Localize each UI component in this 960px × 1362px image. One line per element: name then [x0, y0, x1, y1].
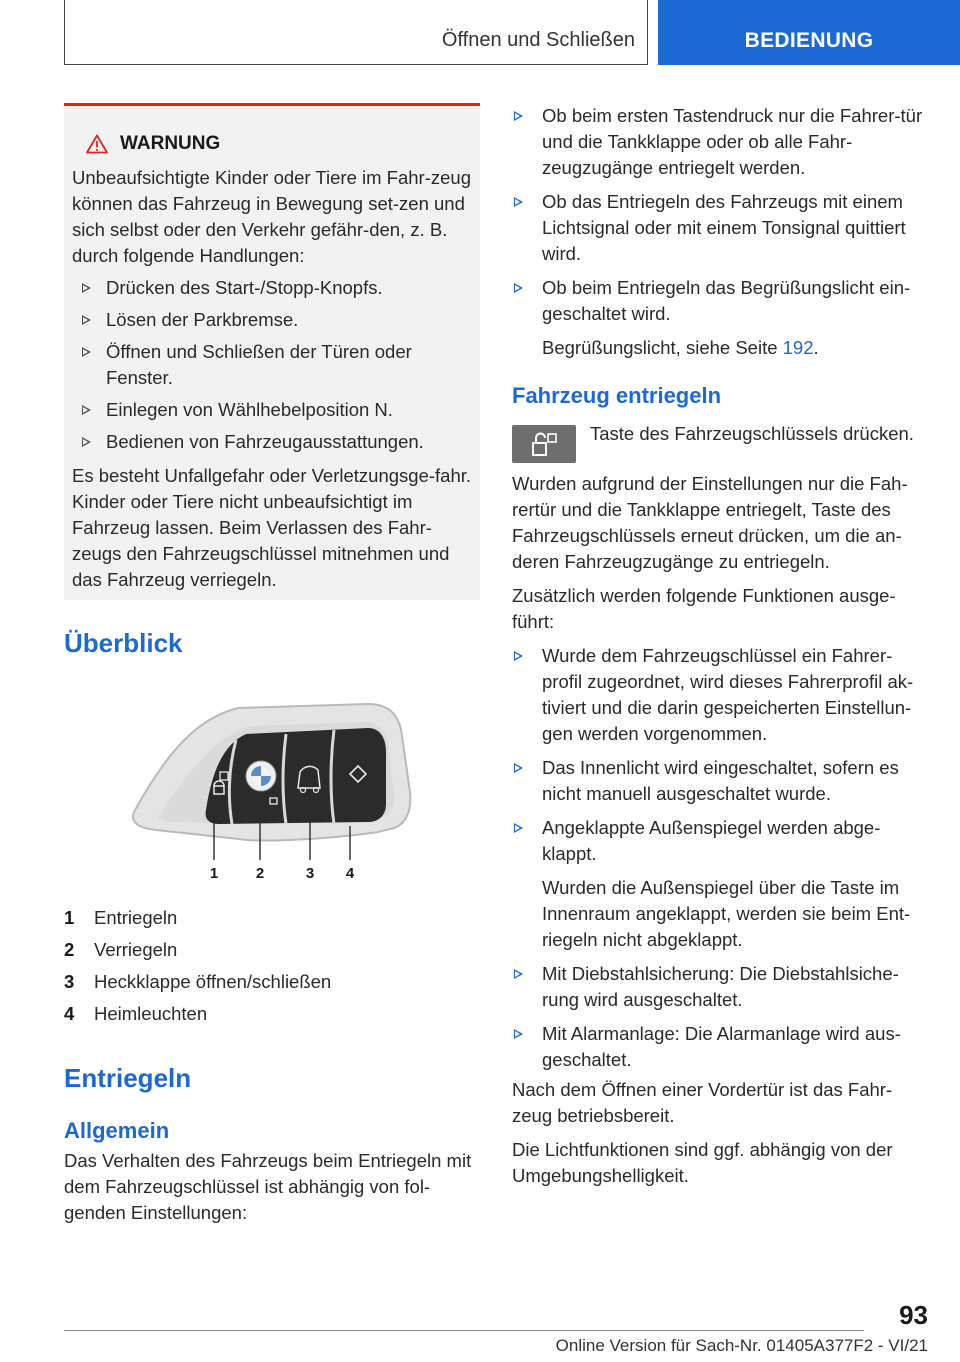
bullet-triangle-icon — [82, 347, 91, 357]
list-item: Ob beim Entriegeln das Begrüßungslicht ein-geschaltet wird. — [512, 275, 928, 327]
bullet-triangle-icon — [514, 1029, 523, 1039]
section-title: Öffnen und Schließen — [441, 29, 635, 51]
warning-intro: Unbeaufsichtigte Kinder oder Tiere im Fahr-zeug können das Fahrzeug in Bewegung set-zen und sich selbst oder den Verkehr gefähr-den, z. B. durch folgende Handlungen: — [72, 167, 471, 266]
legend-row: 2 Verriegeln — [64, 939, 178, 960]
page-number: 93 — [899, 1300, 928, 1330]
functions-list-2 — [512, 961, 928, 1073]
vehicle-unlock-heading: Fahrzeug entriegeln — [512, 383, 722, 408]
overview-heading: Überblick — [64, 628, 183, 658]
warning-triangle-icon — [86, 134, 108, 154]
bullet-triangle-icon — [82, 437, 91, 447]
unlock-button-icon — [512, 425, 576, 463]
list-item: Öffnen und Schließen der Türen oder Fenster. — [72, 339, 472, 391]
warning-box — [64, 103, 480, 600]
bullet-triangle-icon — [82, 405, 91, 415]
right-column — [512, 103, 928, 1189]
paragraph: Wurden aufgrund der Einstellungen nur die Fah-rertür und die Tankklappe entriegelt, Taste des Fahrzeugschlüssels erneut drücken, um die an-deren Fahrzeugzugänge zu entriegeln. — [512, 473, 908, 572]
settings-list — [512, 103, 928, 327]
key-legend — [64, 902, 474, 1030]
functions-list — [512, 643, 928, 867]
footer-divider — [64, 1330, 864, 1331]
paragraph: Die Lichtfunktionen sind ggf. abhängig von der Umgebungshelligkeit. — [512, 1139, 893, 1186]
callout-3: 3 — [305, 865, 315, 882]
list-item: Das Innenlicht wird eingeschaltet, sofern es nicht manuell ausgeschaltet wurde. — [512, 755, 928, 807]
list-item: Wurde dem Fahrzeugschlüssel ein Fahrer-profil zugeordnet, wird dieses Fahrerprofil ak-tiviert und die darin gespeicherten Einstellun-gen werden vorgenommen. — [512, 643, 928, 747]
legend-row: 1 Entriegeln — [64, 907, 178, 928]
page-link-192[interactable]: 192 — [782, 337, 814, 358]
list-item: Mit Alarmanlage: Die Alarmanlage wird aus-geschaltet. — [512, 1021, 928, 1073]
general-text: Das Verhalten des Fahrzeugs beim Entriegeln mit dem Fahrzeugschlüssel ist abhängig von fol-genden Einstellungen: — [64, 1150, 472, 1223]
list-item: Bedienen von Fahrzeugausstattungen. — [72, 429, 472, 455]
list-item: Drücken des Start-/Stopp-Knopfs. — [72, 275, 472, 301]
general-heading: Allgemein — [64, 1118, 170, 1143]
callout-1: 1 — [209, 865, 219, 882]
callout-4: 4 — [345, 865, 355, 882]
bullet-triangle-icon — [514, 969, 523, 979]
list-item: Einlegen von Wählhebelposition N. — [72, 397, 472, 423]
list-item: Ob das Entriegeln des Fahrzeugs mit einem Lichtsignal oder mit einem Tonsignal quittiert wird. — [512, 189, 928, 267]
paragraph: Zusätzlich werden folgende Funktionen ausge-führt: — [512, 585, 896, 632]
bullet-triangle-icon — [514, 651, 523, 661]
bullet-triangle-icon — [514, 763, 523, 773]
press-key-text: Taste des Fahrzeugschlüssels drücken. — [590, 423, 914, 444]
unlock-heading: Entriegeln — [64, 1063, 192, 1093]
callout-2: 2 — [255, 865, 265, 882]
general-section — [64, 1118, 480, 1226]
warning-list — [72, 275, 472, 455]
bullet-triangle-icon — [514, 283, 523, 293]
bullet-triangle-icon — [514, 823, 523, 833]
padlock-open-icon — [529, 430, 559, 458]
list-item: Lösen der Parkbremse. — [72, 307, 472, 333]
car-key-illustration — [128, 700, 418, 885]
legend-row: 3 Heckklappe öffnen/schließen — [64, 971, 332, 992]
warning-heading — [86, 131, 472, 157]
list-item: Mit Diebstahlsicherung: Die Diebstahlsiche-rung wird ausgeschaltet. — [512, 961, 928, 1013]
welcome-light-reference: Begrüßungslicht, siehe Seite 192. — [542, 337, 819, 358]
warning-outro: Es besteht Unfallgefahr oder Verletzungsge-fahr. Kinder oder Tiere nicht unbeaufsichtigt im Fahrzeug lassen. Beim Verlassen des Fahr-zeugs den Fahrzeugschlüssel mitnehmen und das Fahrzeug verriegeln. — [72, 465, 472, 590]
mirror-note: Wurden die Außenspiegel über die Taste im Innenraum angeklappt, werden sie beim Ent-riegeln nicht abgeklappt. — [542, 877, 911, 950]
list-item: Ob beim ersten Tastendruck nur die Fahrer-tür und die Tankklappe oder ob alle Fahr-zeugzugänge entriegelt werden. — [512, 103, 928, 181]
footer-version-text: Online Version für Sach-Nr. 01405A377F2 - VI/21 — [555, 1336, 928, 1355]
warning-title: WARNUNG — [120, 133, 221, 154]
legend-row: 4 Heimleuchten — [64, 1003, 208, 1024]
chapter-title: BEDIENUNG — [744, 29, 874, 52]
bullet-triangle-icon — [82, 315, 91, 325]
bullet-triangle-icon — [82, 283, 91, 293]
paragraph: Nach dem Öffnen einer Vordertür ist das Fahr-zeug betriebsbereit. — [512, 1079, 893, 1126]
header-chapter-tab — [658, 0, 960, 65]
list-item: Angeklappte Außenspiegel werden abge-klappt. — [512, 815, 928, 867]
bullet-triangle-icon — [514, 197, 523, 207]
unlock-button-row — [512, 421, 928, 463]
bullet-triangle-icon — [514, 111, 523, 121]
header-section-box — [64, 0, 648, 65]
